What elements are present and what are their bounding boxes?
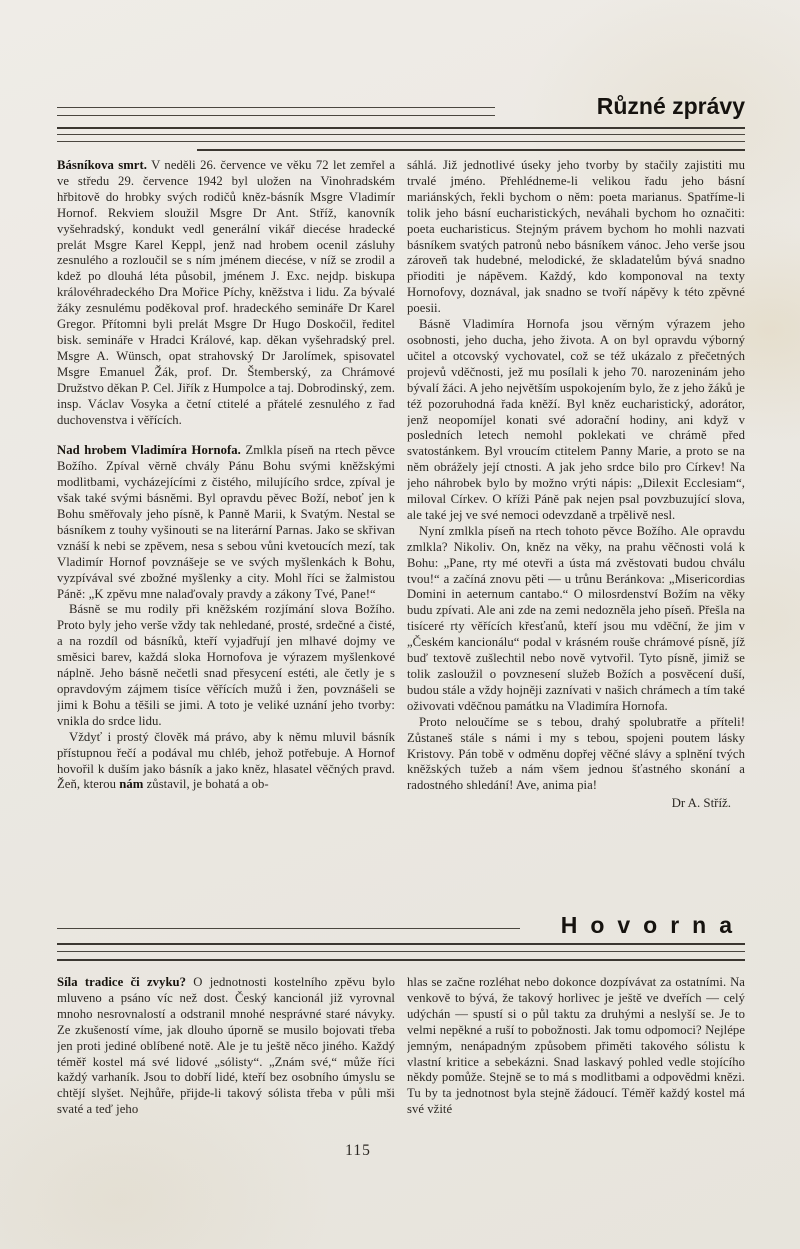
hovorna-left-column <box>57 975 395 1135</box>
paragraph <box>57 602 395 729</box>
news-columns <box>57 158 745 910</box>
header-rule <box>57 943 745 945</box>
paragraph-lead: Nad hrobem Vladimíra Hornofa. <box>57 443 241 458</box>
section-title-hovorna: Hovorna <box>560 912 745 938</box>
header-rule <box>57 107 495 108</box>
hovorna-right-column <box>407 975 745 1135</box>
paragraph-text: Proto neloučíme se s tebou, drahý spolubratře a příteli! Zůstaneš stále s námi i my s tebou, spojeni poutem lásky Kristovy. Pán tobě v odměnu dopřej věčné slávy a splnění tvých kněžských tužeb a nám všem jednou šťastného skonání a radostného shledání! Ave, anima pia! <box>407 714 745 793</box>
paragraph <box>407 317 745 524</box>
paragraph-text: V neděli 26. července ve věku 72 let zemřel a ve středu 29. července 1942 byl uložen na Vinohradském hřbitově do hrobky svých rodičů kněz-básník Msgre Vladimír Hornof. Rekviem sloužil Msgre Dr Ant. Stříž, kanovník vyšehradský, kondukt vedl generální vikář diecése hradecké prelát Msgre Karel Keppl, jenž nad hrobem ocenil zásluhy zesnulého a rozloučil se s ním jménem diecése, v níž se zrodil a kdež po dlouhá léta působil, jménem J. Exc. nejdp. biskupa královéhradeckého Dra Mořice Píchy, kněžstva i lidu. Za bývalé žáky zesnulému poděkoval prof. hradeckého semináře Dr Karel Gregor. Přítomni byli prelát Msgre Dr Hugo Doskočil, ředitel bisk. semináře v Hradci Králové, kap. děkan vyšehradský prel. Msgre A. Wünsch, opat strahovský Dr Jarolímek, spisovatel Msgre Emanuel Žák, prof. Dr. Štemberský, za Chrámové Družstvo děkan P. Cel. Jiřík z Humpolce a taj. Dobrodinský, zem. insp. Václav Vosyka a četní ctitelé a přátelé zesnulého z řad duchovenstva i věřících. <box>57 158 395 427</box>
header-rule <box>57 127 745 129</box>
section-title-ruzne-zpravy: Různé zprávy <box>596 93 745 119</box>
paragraph-text: Vždyť i prostý člověk má právo, aby k němu mluvil básník přístupnou řečí a podával mu chléb, jehož potřebuje. A Hornof hovořil k duším jako básník a jako kněz, hlasatel věčných pravd. Žeň, kterou <box>57 729 395 792</box>
paragraph-obituary <box>57 158 395 428</box>
paragraph-text: Básně se mu rodily při kněžském rozjímání slova Božího. Proto byly jeho verše vždy tak nehledané, prosté, srdečné a čisté, a na rozdíl od básníků, kteří vyjadřují jen mlhavé dojmy ve směsici barev, každá sloka Hornofova je výrazem myšlenkové náplně. Jeho básně nečetli snad přesycení estéti, ale četly je s opravdovým zájmem tisíce věřících mužů i žen, povznášeli se jimi k Bohu a těšili se jimi. A toto je veliké uznání jeho tvorby: vnikla do srdce lidu. <box>57 602 395 728</box>
paragraph-sila-tradice <box>57 975 395 1118</box>
header-rule <box>197 149 745 151</box>
paragraph-text: O jednotnosti kostelního zpěvu bylo mluveno a psáno víc než dost. Český kancionál již vyrovnal mnoho nesrovnalostí a odstranil mnohé nesprávné staré návyky. Ze zkušeností víme, jak dlouho úporně se musilo bojovati třeba jen proti jediné oblíbené notě. Ale je tu ještě něco jiného. Každý téměř kostel má své lidové „sólisty“. „Znám své,“ může říci každý varhaník. Jsou to dobří lidé, kteří bez osobního úmyslu se chtějí slyšet. Nejhůře, přijde-li takový sólista třeba v půli mši svaté a teď jeho <box>57 975 395 1117</box>
paragraph-text: zůstavil, je bohatá a ob- <box>143 777 269 792</box>
header-rule <box>57 134 745 135</box>
page-number: 115 <box>345 1142 371 1159</box>
paragraph-continuation <box>407 975 745 1118</box>
news-right-column <box>407 158 745 910</box>
paragraph-continuation <box>407 158 745 317</box>
author-signature: Dr A. Stříž. <box>671 796 731 811</box>
paragraph-lead: Síla tradice či zvyku? <box>57 975 187 989</box>
header-rule <box>57 115 495 116</box>
header-rule <box>57 951 745 952</box>
paragraph-text: sáhlá. Již jednotlivé úseky jeho tvorby by stačily zajistiti mu trvalé jméno. Přehlédneme-li velikou řadu jeho básní mariánských, řekli bychom o něm: poeta marianus. Spatříme-li tolik jeho básní eucharistických, neváhali bychom ho označiti: poeta eucharisticus. Stejným právem bychom ho mohli nazvati básníkem svatých patronů nebo básníkem vánoc. Jeho verše jsou zároveň tak hudebné, melodické, že skladatelům bývá snadno přioditi je nápěvem. Každý, kdo komponoval na texty Hornofovy, doznával, jak snadno se tvoří nápěvy k této zpěvné poesii. <box>407 158 745 316</box>
paragraph-text: Nyní zmlkla píseň na rtech tohoto pěvce Božího. Ale opravdu zmlkla? Nikoliv. On, kněz na věky, na prahu věčnosti volá k Bohu: „Pane, rty mé otevři a ústa má zvěstovati budou chválu tvou!“ a začíná znovu pěti — u trůnu Beránkova: „Misericordias Domini in aeternum cantabo.“ O milosrdenství Božím na věky budu zpívati. Ale ani zde na zemi nedozněla jeho píseň. Přešla na tisíceré rty věřících křesťanů, kteří jsou mu vděční, že jim v „Českém kancionálu“ podal v krásném rouše chrámové písně, jíž buď textově zušlechtil nebo nově vytvořil. Tyto písně, jimiž se tolik zasloužil o povznesení služeb Božích a posvěcení duší, budou stále a vždy hojněji zaznívati v našich chrámech a tím také oživovati vděčnou památku na Vladimíra Hornofa. <box>407 523 745 713</box>
paragraph-nad-hrobem <box>57 443 395 602</box>
paragraph-text: hlas se začne rozléhat nebo dokonce dozpívávat za ostatními. Na venkově to bývá, že takový horlivec je ještě ve dveřích — celý udýchán — spustí si o půl taktu za druhými a neslyší se. Je to velmi nepěkné a ruší to pobožnosti. Jak tomu odpomoci? Nejlépe jemným, nenápadným způsobem přiměti takového sólistu k vlastní kritice a sebekázni. Snad laskavý pohled vedle stojícího někdy pomůže. Stejně se to má s modlitbami a odpovědmi knězi. Tu by ta jednotnost byla stejně žádoucí. Téměř každý kostel má své vžité <box>407 975 745 1117</box>
news-section-header <box>57 94 745 158</box>
emphasized-word: nám <box>119 777 144 792</box>
header-rule <box>57 959 745 961</box>
hovorna-columns <box>57 975 745 1135</box>
news-left-column <box>57 158 395 910</box>
header-rule <box>57 928 520 929</box>
paragraph-column-break <box>57 730 395 794</box>
paragraph-text: Básně Vladimíra Hornofa jsou věrným výrazem jeho osobnosti, jeho ducha, jeho života. A on byl opravdu výborný učitel a otcovský vychovatel, což se též ukázalo z přečetných projevů vděčnosti, jež mu posílali k jeho 70. narozeninám jeho bývalí žáci. A jeho největším uspokojením bylo, že z jeho žáků je též pozoruhodná řada kněží. Byl kněz eucharistický, adorátor, jenž neopomíjel konati své adorační hodiny, ani když v posledních letech nemohl poklekati ve chrámě před svatostánkem. Byl vroucím ctitelem Panny Marie, a proto se na něm obrážely její ctnosti. A jak jeho srdce bilo pro Církev! Na jeho náhrobek bylo by možno vrýti nápis: „Dilexit Ecclesiam“, miloval Církev. O kříži Páně pak nejen psal povzbuzující slova, ale také jej ve své nemoci odevzdaně a trpělivě nesl. <box>407 317 745 522</box>
paragraph-lead: Básníkova smrt. <box>57 158 147 172</box>
paragraph <box>407 524 745 715</box>
header-rule <box>57 141 745 142</box>
hovorna-section-header <box>57 913 745 969</box>
paragraph-text: Zmlkla píseň na rtech pěvce Božího. Zpíval věrně chvály Pánu Bohu svými kněžskými modlitbami, vycházejícími z čistého, milujícího srdce, zpíval je však také svými básněmi. Byl opravdu pěvec Boží, neboť jen k Bohu směřovaly jeho písně, k Panně Marii, k Svatým. Nestal se básníkem z touhy vyšinouti se na literární Parnas. Jako se skřivan vznáší k nebi se zpěvem, nesa s sebou vůni kvetoucích mezí, tak Vladimír Hornof povznášeje se ve svých myšlenkách k Bohu, vyzpívával své zbožné myšlenky a city. Mohl říci se žalmistou Páně: „K zpěvu mne nalaďovaly pravdy a zákony Tvé, Pane!“ <box>57 443 395 601</box>
paragraph-farewell <box>407 715 745 795</box>
